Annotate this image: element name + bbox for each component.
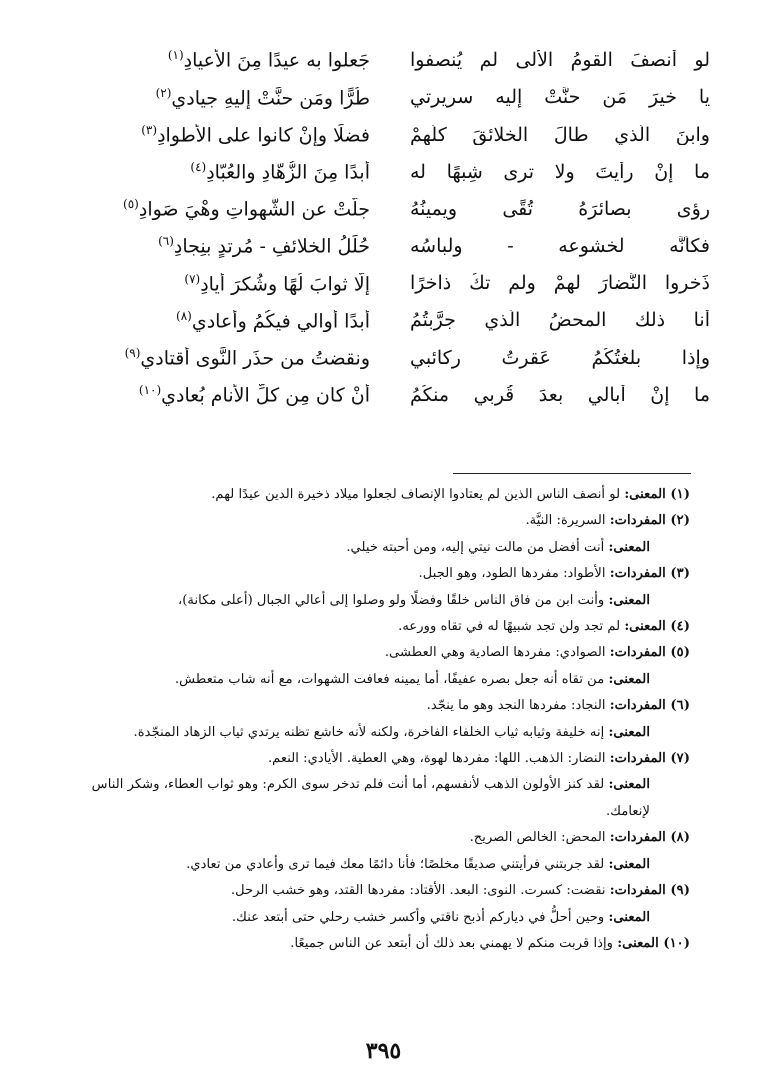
- footnote-label: (١) المعنى:: [624, 487, 690, 502]
- verse-row: [70, 302, 710, 339]
- verse-first-hemistich: وابنَ الَّذي طالَ الخلائقَ كلَّهمْ: [410, 124, 710, 146]
- footnote-marker: (٧): [184, 272, 201, 286]
- footnote-marker: (٨): [176, 309, 192, 323]
- verse-second-text: جَعلوا به عيدًا مِنَ الأعيادِ: [183, 49, 370, 72]
- footnote-text: النجاد: مفردها النجد وهو ما ينجّد.: [426, 698, 610, 714]
- footnote-text: من تقاه أنه جعل بصره عفيفًا، أما يمينه فعافت الشهوات، مع أنه شاب متعطش.: [174, 671, 609, 687]
- footnote-marker: (١): [167, 49, 184, 63]
- verse-second-text: ونقضتُ من حذَرِ النَّوى أقتادي: [140, 347, 370, 370]
- footnote-entry: [76, 931, 690, 957]
- footnote-text: النضار: الذهب. اللها: مفردها لهوة، وهي العطية. الأيادي: النعم.: [267, 751, 610, 767]
- footnote-marker: (٢): [155, 86, 172, 100]
- footnote-text: لو أنصف الناس الذين لم يعتادوا الإنصاف لجعلوا ميلاد ذخيرة الدين عيدًا لهم.: [211, 487, 625, 502]
- verse-row: [70, 116, 710, 153]
- footnote-entry: [76, 852, 690, 878]
- verse-second-text: إلّا ثوابَ لُهًا وشُكرَ أيادِ: [200, 272, 370, 295]
- footnote-marker: (٦): [158, 235, 174, 249]
- footnote-label: المعنى:: [608, 671, 650, 687]
- footnotes: [76, 482, 690, 957]
- footnote-label: (٤) المعنى:: [624, 619, 690, 635]
- verse-second-text: أنْ كان مِن كلِّ الأنامِ بُعادي: [161, 384, 370, 407]
- page-number: ٣٩٥: [365, 1038, 402, 1064]
- footnote-label: (٩) المفردات:: [609, 883, 690, 899]
- footnote-marker: (١٠): [138, 384, 162, 398]
- footnote-text: الصوادي: مفردها الصادية وهي العطشى.: [384, 645, 610, 661]
- verse-second-hemistich: [70, 273, 370, 295]
- verse-row: [70, 228, 710, 265]
- footnote-entry: [76, 667, 690, 693]
- footnote-separator: [453, 473, 691, 474]
- verse-second-hemistich: [70, 198, 370, 220]
- verse-second-hemistich: [70, 124, 370, 146]
- verse-second-text: حُلَلُ الخلائفِ - مُرتدٍ بنِجادِ: [173, 235, 370, 258]
- footnote-entry: [76, 640, 690, 666]
- verse-row: [70, 42, 710, 79]
- footnote-label: المعنى:: [608, 724, 650, 740]
- footnote-text: وأنت ابن من فاق الناس خلقًا وفضلًا ولو وصلوا إلى أعالي الجبال (أعلى مكانة)،: [177, 592, 609, 608]
- footnote-label: المعنى:: [608, 592, 650, 608]
- verse-row: [70, 340, 710, 377]
- footnote-label: (٥) المفردات:: [609, 645, 690, 661]
- verse-first-hemistich: أنا ذلك المحضُ الَّذي جرَّبتُمُ: [410, 310, 710, 332]
- verse-second-hemistich: [70, 87, 370, 109]
- verse-second-hemistich: [70, 347, 370, 369]
- footnote-entry: [76, 561, 690, 587]
- verse-second-hemistich: [70, 161, 370, 183]
- footnote-entry: [76, 614, 690, 640]
- verse-second-text: طُرًّا ومَن حنَّتْ إليهِ جيادي: [171, 87, 370, 109]
- footnote-entry: [76, 508, 690, 534]
- footnote-label: المعنى:: [608, 777, 650, 793]
- footnote-text: الأطواد: مفردها الطود، وهو الجبل.: [418, 566, 610, 582]
- footnote-text: لم تجد ولن تجد شبيهًا له في تقاه وورعه.: [398, 619, 625, 635]
- footnote-marker: (٩): [124, 346, 141, 360]
- verse-second-text: أبدًا مِنَ الزُّهّادِ والعُبّادِ: [206, 161, 370, 184]
- footnote-entry: [76, 878, 690, 904]
- verse-first-hemistich: رؤى بصائرَهُ تُقًى ويمينُهُ: [410, 198, 710, 220]
- footnote-label: (٧) المفردات:: [609, 751, 690, 767]
- verse-first-hemistich: وإذا بلغتُكُمُ عَقرتُ ركائبي: [410, 347, 710, 369]
- verse-second-hemistich: [70, 384, 370, 406]
- footnote-label: المعنى:: [608, 909, 650, 925]
- footnote-text: نقضت: كسرت. النوى: البعد. الأقتاد: مفردها القتد، وهو خشب الرحل.: [230, 883, 610, 899]
- verse-second-text: فضلًا وإنْ كانوا على الأطوادِ: [157, 124, 370, 147]
- footnote-label: (٨) المفردات:: [609, 830, 690, 846]
- verse-row: [70, 265, 710, 302]
- footnote-label: (٣) المفردات:: [609, 566, 690, 582]
- verse-first-hemistich: لو أنصفَ القومُ الأُلى لم يُنصفوا: [410, 50, 710, 72]
- poem-verses: [70, 42, 710, 452]
- footnote-text: السريرة: النيَّة.: [525, 513, 610, 529]
- footnote-label: (٦) المفردات:: [609, 698, 690, 714]
- footnote-entry: [76, 588, 690, 614]
- verse-first-hemistich: يا خيرَ مَن حنَّتْ إليه سريرتي: [410, 87, 710, 109]
- verse-second-text: جلَّتْ عنِ الشَّهواتِ وهْيَ صَوادِ: [138, 198, 370, 221]
- footnote-entry: [76, 746, 690, 772]
- verse-first-hemistich: ما إنْ أُبالي بعدَ قُربي منكُمُ: [410, 384, 710, 406]
- footnote-marker: (٣): [141, 123, 158, 137]
- footnote-label: المعنى:: [608, 539, 650, 555]
- verse-row: [70, 79, 710, 116]
- footnote-entry: [76, 905, 690, 931]
- footnote-text: أنت أفضل من مالت نيتي إليه، ومن أحبته خيلي.: [346, 539, 609, 555]
- verse-first-hemistich: ما إنْ رأيتَ ولا ترى شِبهًا له: [410, 161, 710, 183]
- footnote-text: إنه خليفة وثيابه ثياب الخلفاء الفاخرة، ولكنه لأنه خاشع تظنه يرتدي ثياب الزهاد المنجّدة.: [133, 724, 609, 740]
- footnote-entry: [76, 825, 690, 851]
- verse-first-hemistich: فكأنَّه لخشوعه - ولباسُه: [410, 236, 710, 257]
- footnote-entry: [76, 693, 690, 719]
- footnote-label: المعنى:: [608, 856, 650, 872]
- footnote-text: وحين أحلُّ في دياركم أذبح ناقتي وأكسر خشب رحلي حتى أبتعد عنك.: [231, 909, 609, 925]
- footnote-text: المحض: الخالص الصريح.: [469, 830, 610, 846]
- footnote-entry: [76, 535, 690, 561]
- footnote-entry: [76, 720, 690, 746]
- verse-first-hemistich: ذَخروا النُّضارَ لهمْ ولم تكُ ذاخرًا: [410, 273, 710, 295]
- footnote-text: وإذا قربت منكم لا يهمني بعد ذلك أن أبتعد عن الناس جميعًا.: [290, 935, 618, 951]
- verse-row: [70, 191, 710, 228]
- footnote-text: لقد كنز الأولون الذهب لأنفسهم، أما أنت فلم تدخر سوى الكرم: وهو ثواب العطاء، وشكر الناس لإنعامك.: [91, 777, 650, 819]
- footnote-marker: (٥): [123, 198, 139, 212]
- footnote-label: (١٠) المعنى:: [617, 935, 690, 951]
- footnote-entry: [76, 772, 690, 825]
- footnote-label: (٢) المفردات:: [609, 513, 690, 529]
- verse-second-hemistich: [70, 49, 370, 71]
- verse-second-text: أبدًا أواليِ فيكُمُ وأعادي: [191, 310, 370, 333]
- footnote-marker: (٤): [190, 161, 207, 175]
- verse-row: [70, 154, 710, 191]
- footnote-text: لقد جربتني فرأيتني صديقًا مخلصًا؛ فأنا دائمًا معك فيما ترى وأعادي من تعادي.: [186, 856, 609, 872]
- verse-second-hemistich: [70, 235, 370, 257]
- verse-second-hemistich: [70, 310, 370, 332]
- verse-row: [70, 377, 710, 414]
- footnote-entry: [76, 482, 690, 508]
